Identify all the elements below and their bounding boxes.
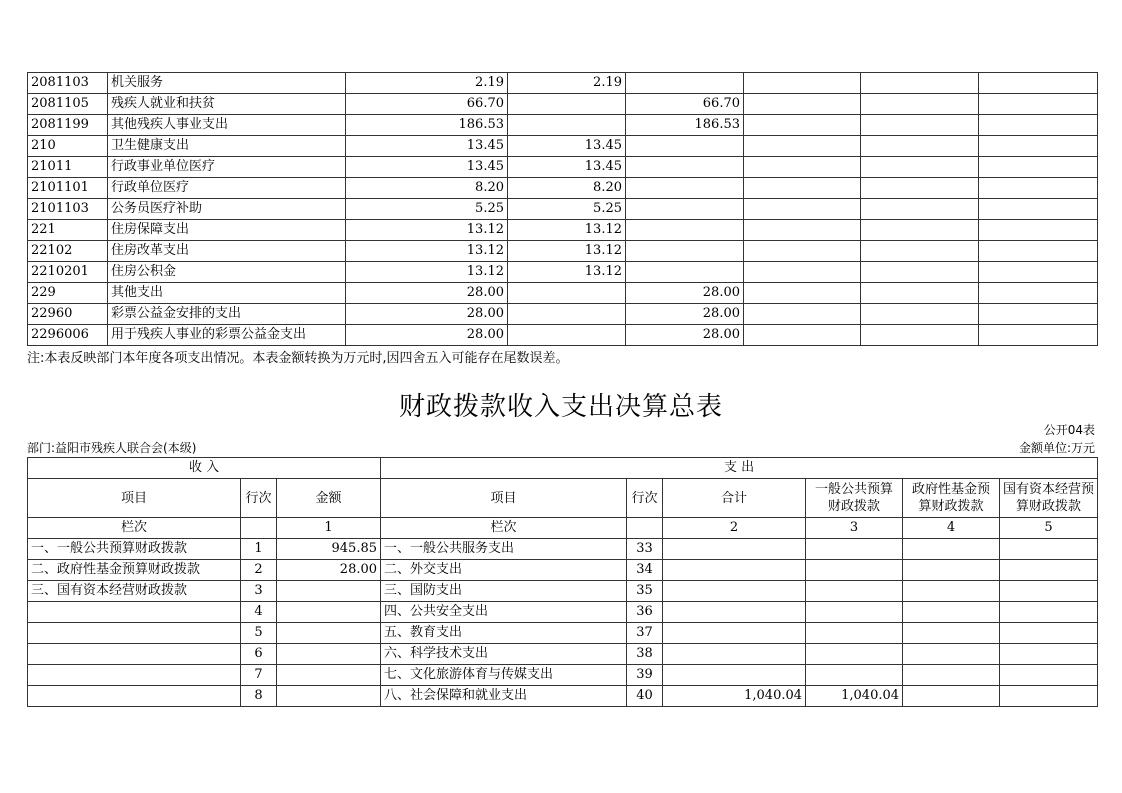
table-row [28, 283, 1098, 304]
income-item: 三、国有资本经营财政拨款 [28, 581, 241, 602]
subject-name: 其他残疾人事业支出 [108, 115, 346, 136]
table-row [28, 581, 1098, 602]
subject-name: 残疾人就业和扶贫 [108, 94, 346, 115]
income-line-no: 7 [241, 665, 277, 686]
expense-header: 支 出 [381, 458, 1098, 479]
project-amount [626, 262, 744, 283]
income-line-no: 8 [241, 686, 277, 707]
state-capital-amount [1000, 686, 1098, 707]
subject-code: 221 [28, 220, 108, 241]
basic-amount [508, 325, 626, 346]
table-row [28, 623, 1098, 644]
expense-detail-table [27, 72, 1098, 346]
basic-amount [508, 94, 626, 115]
general-budget-amount [806, 644, 903, 665]
subject-code: 2210201 [28, 262, 108, 283]
expense-item: 八、社会保障和就业支出 [381, 686, 627, 707]
table-row [28, 115, 1098, 136]
income-line-no: 3 [241, 581, 277, 602]
expense-line-no: 40 [627, 686, 663, 707]
gov-fund-amount [903, 539, 1000, 560]
page-title: 财政拨款收入支出决算总表 [398, 392, 723, 422]
total-amount: 13.12 [346, 220, 508, 241]
empty-cell [744, 94, 861, 115]
state-capital-amount [1000, 644, 1098, 665]
empty-cell [744, 136, 861, 157]
table-row [28, 178, 1098, 199]
table-row [28, 136, 1098, 157]
expense-item: 三、国防支出 [381, 581, 627, 602]
project-amount [626, 178, 744, 199]
basic-amount: 13.45 [508, 136, 626, 157]
total-amount: 13.45 [346, 157, 508, 178]
col-index-1: 1 [277, 518, 381, 539]
empty-cell [861, 136, 979, 157]
table-row [28, 602, 1098, 623]
col-index-2: 2 [663, 518, 806, 539]
expense-total [663, 539, 806, 560]
general-budget-amount [806, 560, 903, 581]
expense-line-no: 35 [627, 581, 663, 602]
income-amount [277, 602, 381, 623]
basic-amount [508, 304, 626, 325]
basic-amount: 13.45 [508, 157, 626, 178]
gov-fund-header: 政府性基金预算财政拨款 [903, 479, 1000, 518]
subject-code: 2081105 [28, 94, 108, 115]
expense-total [663, 581, 806, 602]
empty-cell [744, 115, 861, 136]
gov-fund-amount [903, 560, 1000, 581]
subject-code: 21011 [28, 157, 108, 178]
basic-amount [508, 115, 626, 136]
general-budget-amount [806, 539, 903, 560]
total-header: 合计 [663, 479, 806, 518]
basic-amount [508, 283, 626, 304]
project-amount [626, 73, 744, 94]
basic-amount: 8.20 [508, 178, 626, 199]
table-row [28, 560, 1098, 581]
table-row [28, 73, 1098, 94]
empty-cell [979, 199, 1098, 220]
empty-cell [861, 304, 979, 325]
basic-amount: 13.12 [508, 262, 626, 283]
income-amount [277, 686, 381, 707]
table-row [28, 539, 1098, 560]
subject-name: 公务员医疗补助 [108, 199, 346, 220]
table-row [28, 644, 1098, 665]
empty-cell [979, 220, 1098, 241]
subject-code: 2081103 [28, 73, 108, 94]
general-budget-header: 一般公共预算财政拨款 [806, 479, 903, 518]
table-row [28, 686, 1098, 707]
subject-name: 行政单位医疗 [108, 178, 346, 199]
total-amount: 13.12 [346, 262, 508, 283]
gov-fund-amount [903, 623, 1000, 644]
basic-amount: 13.12 [508, 220, 626, 241]
expense-total: 1,040.04 [663, 686, 806, 707]
table-row [28, 325, 1098, 346]
subject-name: 住房保障支出 [108, 220, 346, 241]
empty-cell [241, 518, 277, 539]
income-line-no: 5 [241, 623, 277, 644]
income-amount [277, 644, 381, 665]
column-header-row [28, 479, 1098, 518]
expense-line-no: 38 [627, 644, 663, 665]
subject-name: 卫生健康支出 [108, 136, 346, 157]
total-amount: 5.25 [346, 199, 508, 220]
empty-cell [744, 325, 861, 346]
gov-fund-amount [903, 581, 1000, 602]
table-row [28, 94, 1098, 115]
income-amount [277, 623, 381, 644]
total-amount: 13.12 [346, 241, 508, 262]
empty-cell [861, 220, 979, 241]
subject-name: 用于残疾人事业的彩票公益金支出 [108, 325, 346, 346]
state-capital-amount [1000, 581, 1098, 602]
state-capital-amount [1000, 602, 1098, 623]
subject-name: 机关服务 [108, 73, 346, 94]
income-line-no: 2 [241, 560, 277, 581]
table-row [28, 157, 1098, 178]
income-amount: 945.85 [277, 539, 381, 560]
col-index-5: 5 [1000, 518, 1098, 539]
empty-cell [979, 325, 1098, 346]
subject-code: 210 [28, 136, 108, 157]
expense-item: 一、一般公共服务支出 [381, 539, 627, 560]
income-header: 收 入 [28, 458, 381, 479]
empty-cell [979, 115, 1098, 136]
empty-cell [861, 178, 979, 199]
income-amount [277, 581, 381, 602]
empty-cell [861, 262, 979, 283]
empty-cell [861, 241, 979, 262]
empty-cell [861, 325, 979, 346]
general-budget-amount [806, 623, 903, 644]
amount-unit-label: 金额单位:万元 [1018, 441, 1095, 455]
expense-item: 七、文化旅游体育与传媒支出 [381, 665, 627, 686]
income-line-no: 4 [241, 602, 277, 623]
table-row [28, 199, 1098, 220]
table-row [28, 220, 1098, 241]
empty-cell [744, 199, 861, 220]
gov-fund-amount [903, 686, 1000, 707]
project-amount: 28.00 [626, 283, 744, 304]
col-label-2: 栏次 [381, 518, 627, 539]
income-item: 一、一般公共预算财政拨款 [28, 539, 241, 560]
expense-item: 二、外交支出 [381, 560, 627, 581]
empty-cell [979, 304, 1098, 325]
expense-line-no: 37 [627, 623, 663, 644]
income-line-header: 行次 [241, 479, 277, 518]
expense-total [663, 644, 806, 665]
col-label: 栏次 [28, 518, 241, 539]
empty-cell [861, 115, 979, 136]
empty-cell [744, 262, 861, 283]
empty-cell [744, 220, 861, 241]
total-amount: 28.00 [346, 283, 508, 304]
subject-code: 229 [28, 283, 108, 304]
income-amount [277, 665, 381, 686]
state-capital-header: 国有资本经营预算财政拨款 [1000, 479, 1098, 518]
amount-header: 金额 [277, 479, 381, 518]
empty-cell [979, 136, 1098, 157]
expense-item: 五、教育支出 [381, 623, 627, 644]
expense-total [663, 602, 806, 623]
expense-total [663, 560, 806, 581]
subject-code: 2101101 [28, 178, 108, 199]
income-item [28, 602, 241, 623]
state-capital-amount [1000, 623, 1098, 644]
table-row [28, 304, 1098, 325]
table-note: 注:本表反映部门本年度各项支出情况。本表金额转换为万元时,因四舍五入可能存在尾数误差。 [27, 351, 569, 366]
subject-code: 2101103 [28, 199, 108, 220]
income-item [28, 623, 241, 644]
col-index-4: 4 [903, 518, 1000, 539]
empty-cell [979, 241, 1098, 262]
project-amount: 28.00 [626, 325, 744, 346]
general-budget-amount [806, 581, 903, 602]
expense-line-header: 行次 [627, 479, 663, 518]
gov-fund-amount [903, 665, 1000, 686]
general-budget-amount [806, 602, 903, 623]
expense-item-header: 项目 [381, 479, 627, 518]
project-amount [626, 157, 744, 178]
expense-line-no: 34 [627, 560, 663, 581]
empty-cell [627, 518, 663, 539]
empty-cell [744, 241, 861, 262]
total-amount: 66.70 [346, 94, 508, 115]
empty-cell [861, 73, 979, 94]
section-header-row [28, 458, 1098, 479]
fiscal-summary-table [27, 457, 1098, 707]
empty-cell [979, 283, 1098, 304]
state-capital-amount [1000, 665, 1098, 686]
subject-name: 住房公积金 [108, 262, 346, 283]
empty-cell [744, 73, 861, 94]
total-amount: 28.00 [346, 325, 508, 346]
expense-item: 四、公共安全支出 [381, 602, 627, 623]
income-item: 二、政府性基金预算财政拨款 [28, 560, 241, 581]
total-amount: 2.19 [346, 73, 508, 94]
subject-name: 其他支出 [108, 283, 346, 304]
empty-cell [861, 94, 979, 115]
empty-cell [861, 157, 979, 178]
income-line-no: 6 [241, 644, 277, 665]
table-row [28, 241, 1098, 262]
total-amount: 8.20 [346, 178, 508, 199]
empty-cell [979, 73, 1098, 94]
empty-cell [979, 178, 1098, 199]
expense-line-no: 36 [627, 602, 663, 623]
subject-name: 行政事业单位医疗 [108, 157, 346, 178]
income-line-no: 1 [241, 539, 277, 560]
empty-cell [979, 262, 1098, 283]
state-capital-amount [1000, 560, 1098, 581]
empty-cell [744, 283, 861, 304]
total-amount: 28.00 [346, 304, 508, 325]
basic-amount: 13.12 [508, 241, 626, 262]
empty-cell [979, 94, 1098, 115]
subject-name: 住房改革支出 [108, 241, 346, 262]
subject-code: 2081199 [28, 115, 108, 136]
project-amount: 66.70 [626, 94, 744, 115]
total-amount: 186.53 [346, 115, 508, 136]
total-amount: 13.45 [346, 136, 508, 157]
state-capital-amount [1000, 539, 1098, 560]
column-index-row [28, 518, 1098, 539]
subject-code: 2296006 [28, 325, 108, 346]
general-budget-amount [806, 665, 903, 686]
expense-line-no: 39 [627, 665, 663, 686]
subject-code: 22102 [28, 241, 108, 262]
table-row [28, 665, 1098, 686]
income-item [28, 644, 241, 665]
empty-cell [861, 199, 979, 220]
income-item-header: 项目 [28, 479, 241, 518]
form-code: 公开04表 [1043, 423, 1095, 437]
project-amount: 186.53 [626, 115, 744, 136]
expense-line-no: 33 [627, 539, 663, 560]
empty-cell [744, 178, 861, 199]
gov-fund-amount [903, 644, 1000, 665]
basic-amount: 2.19 [508, 73, 626, 94]
project-amount [626, 199, 744, 220]
project-amount [626, 220, 744, 241]
empty-cell [979, 157, 1098, 178]
income-item [28, 686, 241, 707]
subject-name: 彩票公益金安排的支出 [108, 304, 346, 325]
expense-total [663, 623, 806, 644]
project-amount: 28.00 [626, 304, 744, 325]
income-amount: 28.00 [277, 560, 381, 581]
gov-fund-amount [903, 602, 1000, 623]
expense-total [663, 665, 806, 686]
table-row [28, 262, 1098, 283]
basic-amount: 5.25 [508, 199, 626, 220]
empty-cell [744, 157, 861, 178]
project-amount [626, 241, 744, 262]
general-budget-amount: 1,040.04 [806, 686, 903, 707]
income-item [28, 665, 241, 686]
empty-cell [861, 283, 979, 304]
project-amount [626, 136, 744, 157]
subject-code: 22960 [28, 304, 108, 325]
empty-cell [744, 304, 861, 325]
col-index-3: 3 [806, 518, 903, 539]
department-label: 部门:益阳市残疾人联合会(本级) [27, 441, 197, 455]
expense-item: 六、科学技术支出 [381, 644, 627, 665]
